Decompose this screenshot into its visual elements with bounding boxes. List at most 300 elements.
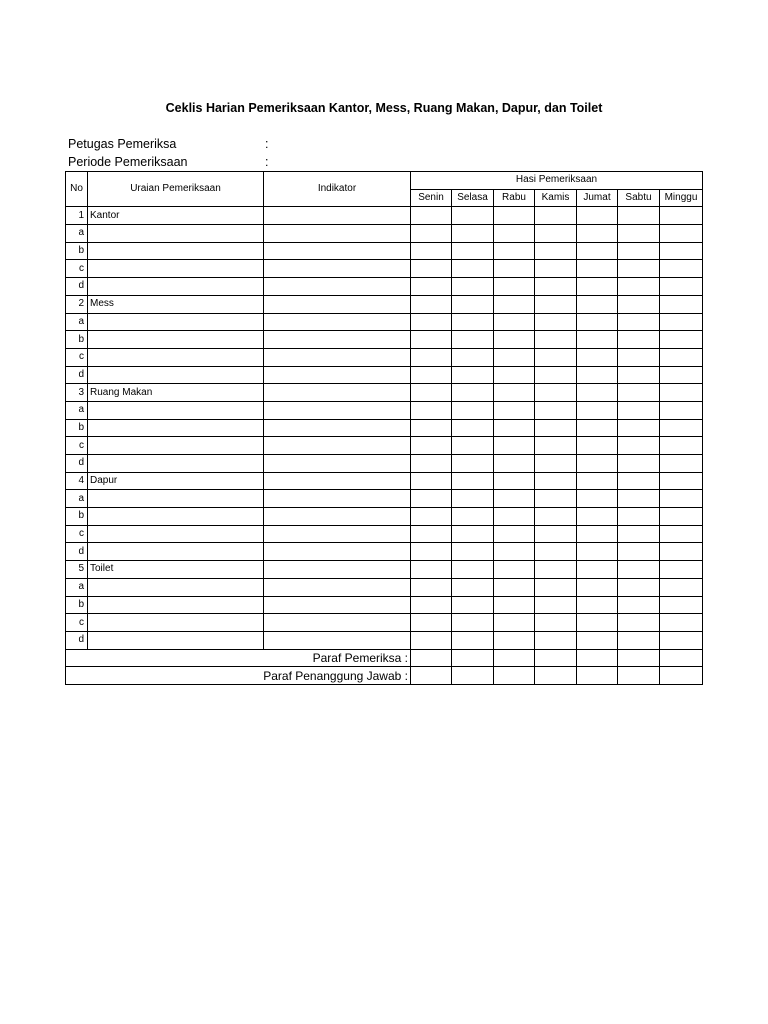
check-cell-paraf-penanggung-jawab-senin[interactable] <box>411 667 452 685</box>
check-cell-paraf-penanggung-jawab-minggu[interactable] <box>660 667 703 685</box>
item-row <box>66 313 703 331</box>
check-cell-paraf-penanggung-jawab-kamis[interactable] <box>535 667 577 685</box>
check-cell-s2i3-minggu[interactable] <box>660 455 703 473</box>
check-cell-s3i2-sabtu[interactable] <box>618 525 660 543</box>
item-row <box>66 260 703 278</box>
check-cell-paraf-pemeriksa-kamis[interactable] <box>535 649 577 667</box>
paraf-penanggung-jawab-label: Paraf Penanggung Jawab : <box>66 667 411 685</box>
section-number: 2 <box>66 295 88 313</box>
check-cell-s1i0-kamis[interactable] <box>535 313 577 331</box>
check-cell-s1i3-selasa[interactable] <box>452 366 494 384</box>
indikator-cell[interactable] <box>264 225 411 243</box>
check-cell-s1-kamis[interactable] <box>535 295 577 313</box>
check-cell-s2-minggu[interactable] <box>660 384 703 402</box>
uraian-cell[interactable] <box>88 631 264 649</box>
item-row <box>66 631 703 649</box>
check-cell-s1i2-kamis[interactable] <box>535 348 577 366</box>
check-cell-s2i1-senin[interactable] <box>411 419 452 437</box>
section-number: 5 <box>66 561 88 579</box>
check-cell-s4i1-sabtu[interactable] <box>618 596 660 614</box>
item-letter: d <box>66 631 88 649</box>
item-row <box>66 225 703 243</box>
check-cell-s0i2-selasa[interactable] <box>452 260 494 278</box>
check-cell-s3i0-jumat[interactable] <box>577 490 618 508</box>
check-cell-s2-kamis[interactable] <box>535 384 577 402</box>
check-cell-s2i1-selasa[interactable] <box>452 419 494 437</box>
check-cell-s1i0-senin[interactable] <box>411 313 452 331</box>
check-cell-s1-jumat[interactable] <box>577 295 618 313</box>
indikator-cell[interactable] <box>264 490 411 508</box>
check-cell-s3i0-sabtu[interactable] <box>618 490 660 508</box>
indikator-cell[interactable] <box>264 313 411 331</box>
item-row <box>66 348 703 366</box>
uraian-cell[interactable] <box>88 278 264 296</box>
check-cell-s2-jumat[interactable] <box>577 384 618 402</box>
check-cell-s4i2-selasa[interactable] <box>452 614 494 632</box>
check-cell-s0i2-senin[interactable] <box>411 260 452 278</box>
item-row <box>66 401 703 419</box>
check-cell-s3i3-jumat[interactable] <box>577 543 618 561</box>
check-cell-s2i3-sabtu[interactable] <box>618 455 660 473</box>
check-cell-s3i3-minggu[interactable] <box>660 543 703 561</box>
item-row <box>66 437 703 455</box>
item-row <box>66 578 703 596</box>
check-cell-s0i1-sabtu[interactable] <box>618 242 660 260</box>
check-cell-s4i2-jumat[interactable] <box>577 614 618 632</box>
check-cell-s4i1-selasa[interactable] <box>452 596 494 614</box>
check-cell-s2i2-selasa[interactable] <box>452 437 494 455</box>
section-label: Dapur <box>88 472 264 490</box>
uraian-cell[interactable] <box>88 348 264 366</box>
periode-field <box>68 155 269 169</box>
check-cell-s0i2-kamis[interactable] <box>535 260 577 278</box>
check-cell-s1-sabtu[interactable] <box>618 295 660 313</box>
check-cell-s4i3-selasa[interactable] <box>452 631 494 649</box>
check-cell-s4i2-kamis[interactable] <box>535 614 577 632</box>
check-cell-s3i0-selasa[interactable] <box>452 490 494 508</box>
check-cell-s0i0-jumat[interactable] <box>577 225 618 243</box>
check-cell-paraf-pemeriksa-rabu[interactable] <box>494 649 535 667</box>
item-letter: b <box>66 596 88 614</box>
check-cell-s2i3-rabu[interactable] <box>494 455 535 473</box>
paraf-penanggung-jawab-row <box>66 667 703 685</box>
check-cell-paraf-pemeriksa-senin[interactable] <box>411 649 452 667</box>
check-cell-s1i2-sabtu[interactable] <box>618 348 660 366</box>
check-cell-s4i0-jumat[interactable] <box>577 578 618 596</box>
check-cell-s1i3-minggu[interactable] <box>660 366 703 384</box>
item-row <box>66 508 703 526</box>
item-letter: d <box>66 278 88 296</box>
check-cell-s2i2-rabu[interactable] <box>494 437 535 455</box>
check-cell-s1i1-selasa[interactable] <box>452 331 494 349</box>
uraian-cell[interactable] <box>88 455 264 473</box>
check-cell-s2i0-kamis[interactable] <box>535 401 577 419</box>
check-cell-s0i3-kamis[interactable] <box>535 278 577 296</box>
uraian-cell[interactable] <box>88 578 264 596</box>
check-cell-s4i3-kamis[interactable] <box>535 631 577 649</box>
uraian-cell[interactable] <box>88 490 264 508</box>
check-cell-s3i2-minggu[interactable] <box>660 525 703 543</box>
periode-colon: : <box>265 155 269 169</box>
check-cell-s1i2-selasa[interactable] <box>452 348 494 366</box>
check-cell-s2i0-rabu[interactable] <box>494 401 535 419</box>
check-cell-s4i1-kamis[interactable] <box>535 596 577 614</box>
check-cell-s0i3-selasa[interactable] <box>452 278 494 296</box>
check-cell-paraf-pemeriksa-minggu[interactable] <box>660 649 703 667</box>
header-day-senin: Senin <box>411 189 452 207</box>
check-cell-paraf-penanggung-jawab-rabu[interactable] <box>494 667 535 685</box>
check-cell-s0-minggu[interactable] <box>660 207 703 225</box>
check-cell-s3i3-senin[interactable] <box>411 543 452 561</box>
check-cell-s0i2-sabtu[interactable] <box>618 260 660 278</box>
check-cell-s0i1-kamis[interactable] <box>535 242 577 260</box>
section-label: Ruang Makan <box>88 384 264 402</box>
check-cell-s1i1-rabu[interactable] <box>494 331 535 349</box>
check-cell-s4-jumat[interactable] <box>577 561 618 579</box>
check-cell-s0-senin[interactable] <box>411 207 452 225</box>
item-row <box>66 331 703 349</box>
check-cell-s0i1-jumat[interactable] <box>577 242 618 260</box>
check-cell-s0-sabtu[interactable] <box>618 207 660 225</box>
section-row <box>66 207 703 225</box>
section-row <box>66 472 703 490</box>
check-cell-s3-senin[interactable] <box>411 472 452 490</box>
check-cell-s4i0-kamis[interactable] <box>535 578 577 596</box>
indikator-cell[interactable] <box>264 401 411 419</box>
item-letter: b <box>66 331 88 349</box>
item-letter: c <box>66 525 88 543</box>
header-day-kamis: Kamis <box>535 189 577 207</box>
check-cell-s2-rabu[interactable] <box>494 384 535 402</box>
header-hasil: Hasi Pemeriksaan <box>411 172 703 190</box>
check-cell-s3i3-rabu[interactable] <box>494 543 535 561</box>
check-cell-s4-minggu[interactable] <box>660 561 703 579</box>
check-cell-s4i0-rabu[interactable] <box>494 578 535 596</box>
item-row <box>66 490 703 508</box>
indikator-cell[interactable] <box>264 631 411 649</box>
check-cell-s2i2-jumat[interactable] <box>577 437 618 455</box>
indikator-cell[interactable] <box>264 596 411 614</box>
item-row <box>66 366 703 384</box>
check-cell-s1i1-kamis[interactable] <box>535 331 577 349</box>
item-letter: c <box>66 348 88 366</box>
indikator-cell[interactable] <box>264 278 411 296</box>
check-cell-s3i1-senin[interactable] <box>411 508 452 526</box>
check-cell-paraf-pemeriksa-jumat[interactable] <box>577 649 618 667</box>
check-cell-s2i3-kamis[interactable] <box>535 455 577 473</box>
header-uraian: Uraian Pemeriksaan <box>88 172 264 207</box>
check-cell-s2i1-jumat[interactable] <box>577 419 618 437</box>
indikator-cell[interactable] <box>264 207 411 225</box>
check-cell-s2i1-minggu[interactable] <box>660 419 703 437</box>
paraf-pemeriksa-row <box>66 649 703 667</box>
check-cell-s0-jumat[interactable] <box>577 207 618 225</box>
check-cell-s0i0-senin[interactable] <box>411 225 452 243</box>
check-cell-s1i2-senin[interactable] <box>411 348 452 366</box>
uraian-cell[interactable] <box>88 331 264 349</box>
uraian-cell[interactable] <box>88 419 264 437</box>
check-cell-s2i3-senin[interactable] <box>411 455 452 473</box>
check-cell-s4i1-minggu[interactable] <box>660 596 703 614</box>
check-cell-s4-rabu[interactable] <box>494 561 535 579</box>
check-cell-s0i0-rabu[interactable] <box>494 225 535 243</box>
check-cell-s0i3-jumat[interactable] <box>577 278 618 296</box>
check-cell-s3-kamis[interactable] <box>535 472 577 490</box>
check-cell-s1i1-senin[interactable] <box>411 331 452 349</box>
check-cell-s3i2-kamis[interactable] <box>535 525 577 543</box>
check-cell-paraf-penanggung-jawab-sabtu[interactable] <box>618 667 660 685</box>
check-cell-s1-rabu[interactable] <box>494 295 535 313</box>
check-cell-s3i2-selasa[interactable] <box>452 525 494 543</box>
check-cell-s1i0-selasa[interactable] <box>452 313 494 331</box>
check-cell-s1-senin[interactable] <box>411 295 452 313</box>
check-cell-s3-selasa[interactable] <box>452 472 494 490</box>
check-cell-paraf-pemeriksa-selasa[interactable] <box>452 649 494 667</box>
uraian-cell[interactable] <box>88 260 264 278</box>
check-cell-s3i0-minggu[interactable] <box>660 490 703 508</box>
petugas-colon: : <box>265 137 269 151</box>
section-number: 1 <box>66 207 88 225</box>
item-row <box>66 596 703 614</box>
periode-label: Periode Pemeriksaan <box>68 155 188 169</box>
check-cell-s1i0-sabtu[interactable] <box>618 313 660 331</box>
check-cell-s2i2-senin[interactable] <box>411 437 452 455</box>
section-label: Toilet <box>88 561 264 579</box>
indikator-cell[interactable] <box>264 295 411 313</box>
check-cell-paraf-penanggung-jawab-selasa[interactable] <box>452 667 494 685</box>
check-cell-s4i1-rabu[interactable] <box>494 596 535 614</box>
check-cell-s2i0-jumat[interactable] <box>577 401 618 419</box>
header-day-rabu: Rabu <box>494 189 535 207</box>
header-row <box>66 172 703 190</box>
check-cell-s4i0-sabtu[interactable] <box>618 578 660 596</box>
check-cell-s4i3-rabu[interactable] <box>494 631 535 649</box>
check-cell-s4i2-sabtu[interactable] <box>618 614 660 632</box>
header-day-selasa: Selasa <box>452 189 494 207</box>
indikator-cell[interactable] <box>264 437 411 455</box>
check-cell-s4i3-senin[interactable] <box>411 631 452 649</box>
uraian-cell[interactable] <box>88 225 264 243</box>
indikator-cell[interactable] <box>264 561 411 579</box>
check-cell-s3i2-jumat[interactable] <box>577 525 618 543</box>
item-letter: c <box>66 437 88 455</box>
uraian-cell[interactable] <box>88 242 264 260</box>
check-cell-s2-senin[interactable] <box>411 384 452 402</box>
item-row <box>66 455 703 473</box>
uraian-cell[interactable] <box>88 437 264 455</box>
item-letter: a <box>66 401 88 419</box>
check-cell-s2i2-sabtu[interactable] <box>618 437 660 455</box>
check-cell-paraf-penanggung-jawab-jumat[interactable] <box>577 667 618 685</box>
item-letter: c <box>66 260 88 278</box>
check-cell-s3-minggu[interactable] <box>660 472 703 490</box>
item-row <box>66 525 703 543</box>
indikator-cell[interactable] <box>264 260 411 278</box>
item-letter: b <box>66 508 88 526</box>
check-cell-s0i3-rabu[interactable] <box>494 278 535 296</box>
indikator-cell[interactable] <box>264 508 411 526</box>
check-cell-s0i3-minggu[interactable] <box>660 278 703 296</box>
check-cell-s0i1-senin[interactable] <box>411 242 452 260</box>
check-cell-s2i2-minggu[interactable] <box>660 437 703 455</box>
check-cell-s4-senin[interactable] <box>411 561 452 579</box>
check-cell-s2i2-kamis[interactable] <box>535 437 577 455</box>
header-no: No <box>66 172 88 207</box>
check-cell-s2-sabtu[interactable] <box>618 384 660 402</box>
check-cell-s3i0-rabu[interactable] <box>494 490 535 508</box>
uraian-cell[interactable] <box>88 543 264 561</box>
check-cell-s2-selasa[interactable] <box>452 384 494 402</box>
item-row <box>66 278 703 296</box>
check-cell-s1-minggu[interactable] <box>660 295 703 313</box>
check-cell-s4i3-minggu[interactable] <box>660 631 703 649</box>
indikator-cell[interactable] <box>264 348 411 366</box>
check-cell-s2i3-jumat[interactable] <box>577 455 618 473</box>
check-cell-s3i1-selasa[interactable] <box>452 508 494 526</box>
check-cell-s0i2-jumat[interactable] <box>577 260 618 278</box>
section-row <box>66 561 703 579</box>
check-cell-s2i3-selasa[interactable] <box>452 455 494 473</box>
check-cell-s0i0-minggu[interactable] <box>660 225 703 243</box>
item-letter: d <box>66 455 88 473</box>
petugas-field <box>68 137 269 151</box>
check-cell-s3i1-minggu[interactable] <box>660 508 703 526</box>
check-cell-s1i1-sabtu[interactable] <box>618 331 660 349</box>
check-cell-paraf-pemeriksa-sabtu[interactable] <box>618 649 660 667</box>
check-cell-s2i1-kamis[interactable] <box>535 419 577 437</box>
indikator-cell[interactable] <box>264 366 411 384</box>
indikator-cell[interactable] <box>264 578 411 596</box>
indikator-cell[interactable] <box>264 242 411 260</box>
item-letter: d <box>66 366 88 384</box>
check-cell-s4i1-senin[interactable] <box>411 596 452 614</box>
indikator-cell[interactable] <box>264 384 411 402</box>
indikator-cell[interactable] <box>264 331 411 349</box>
indikator-cell[interactable] <box>264 472 411 490</box>
section-label: Mess <box>88 295 264 313</box>
check-cell-s1i1-minggu[interactable] <box>660 331 703 349</box>
check-cell-s2i0-selasa[interactable] <box>452 401 494 419</box>
check-cell-s0i2-rabu[interactable] <box>494 260 535 278</box>
check-cell-s2i1-rabu[interactable] <box>494 419 535 437</box>
check-cell-s3i1-kamis[interactable] <box>535 508 577 526</box>
check-cell-s4-selasa[interactable] <box>452 561 494 579</box>
indikator-cell[interactable] <box>264 543 411 561</box>
section-label: Kantor <box>88 207 264 225</box>
header-indikator: Indikator <box>264 172 411 207</box>
header-day-sabtu: Sabtu <box>618 189 660 207</box>
check-cell-s3i3-selasa[interactable] <box>452 543 494 561</box>
check-cell-s3i2-rabu[interactable] <box>494 525 535 543</box>
item-row <box>66 419 703 437</box>
item-letter: a <box>66 578 88 596</box>
check-cell-s1i0-minggu[interactable] <box>660 313 703 331</box>
check-cell-s3i0-kamis[interactable] <box>535 490 577 508</box>
check-cell-s1i3-jumat[interactable] <box>577 366 618 384</box>
indikator-cell[interactable] <box>264 525 411 543</box>
item-letter: d <box>66 543 88 561</box>
check-cell-s2i1-sabtu[interactable] <box>618 419 660 437</box>
item-row <box>66 242 703 260</box>
check-cell-s0i0-selasa[interactable] <box>452 225 494 243</box>
check-cell-s1i0-jumat[interactable] <box>577 313 618 331</box>
check-cell-s3i1-sabtu[interactable] <box>618 508 660 526</box>
check-cell-s3-rabu[interactable] <box>494 472 535 490</box>
check-cell-s0i3-sabtu[interactable] <box>618 278 660 296</box>
check-cell-s3-sabtu[interactable] <box>618 472 660 490</box>
uraian-cell[interactable] <box>88 525 264 543</box>
check-cell-s0-selasa[interactable] <box>452 207 494 225</box>
uraian-cell[interactable] <box>88 508 264 526</box>
indikator-cell[interactable] <box>264 614 411 632</box>
uraian-cell[interactable] <box>88 596 264 614</box>
uraian-cell[interactable] <box>88 313 264 331</box>
check-cell-s4i1-jumat[interactable] <box>577 596 618 614</box>
check-cell-s4i0-senin[interactable] <box>411 578 452 596</box>
section-number: 3 <box>66 384 88 402</box>
check-cell-s4i0-minggu[interactable] <box>660 578 703 596</box>
check-cell-s3i3-kamis[interactable] <box>535 543 577 561</box>
check-cell-s4-sabtu[interactable] <box>618 561 660 579</box>
check-cell-s4i2-minggu[interactable] <box>660 614 703 632</box>
section-row <box>66 295 703 313</box>
check-cell-s3i1-rabu[interactable] <box>494 508 535 526</box>
check-cell-s0i3-senin[interactable] <box>411 278 452 296</box>
check-cell-s0i0-sabtu[interactable] <box>618 225 660 243</box>
uraian-cell[interactable] <box>88 366 264 384</box>
page-title: Ceklis Harian Pemeriksaan Kantor, Mess, Ruang Makan, Dapur, dan Toilet <box>165 101 603 115</box>
check-cell-s1i3-senin[interactable] <box>411 366 452 384</box>
indikator-cell[interactable] <box>264 419 411 437</box>
check-cell-s1-selasa[interactable] <box>452 295 494 313</box>
check-cell-s3i1-jumat[interactable] <box>577 508 618 526</box>
check-cell-s4i2-rabu[interactable] <box>494 614 535 632</box>
check-cell-s0i0-kamis[interactable] <box>535 225 577 243</box>
check-cell-s0i1-minggu[interactable] <box>660 242 703 260</box>
check-cell-s1i2-minggu[interactable] <box>660 348 703 366</box>
uraian-cell[interactable] <box>88 614 264 632</box>
check-cell-s1i2-jumat[interactable] <box>577 348 618 366</box>
check-cell-s0i1-rabu[interactable] <box>494 242 535 260</box>
check-cell-s2i0-senin[interactable] <box>411 401 452 419</box>
check-cell-s3-jumat[interactable] <box>577 472 618 490</box>
check-cell-s0-rabu[interactable] <box>494 207 535 225</box>
check-cell-s4-kamis[interactable] <box>535 561 577 579</box>
check-cell-s0-kamis[interactable] <box>535 207 577 225</box>
check-cell-s1i0-rabu[interactable] <box>494 313 535 331</box>
check-cell-s0i1-selasa[interactable] <box>452 242 494 260</box>
check-cell-s3i0-senin[interactable] <box>411 490 452 508</box>
check-cell-s3i3-sabtu[interactable] <box>618 543 660 561</box>
check-cell-s1i3-kamis[interactable] <box>535 366 577 384</box>
petugas-label: Petugas Pemeriksa <box>68 137 177 151</box>
check-cell-s1i1-jumat[interactable] <box>577 331 618 349</box>
indikator-cell[interactable] <box>264 455 411 473</box>
check-cell-s4i3-sabtu[interactable] <box>618 631 660 649</box>
check-cell-s1i3-rabu[interactable] <box>494 366 535 384</box>
check-cell-s2i0-sabtu[interactable] <box>618 401 660 419</box>
check-cell-s1i2-rabu[interactable] <box>494 348 535 366</box>
check-cell-s4i2-senin[interactable] <box>411 614 452 632</box>
check-cell-s2i0-minggu[interactable] <box>660 401 703 419</box>
uraian-cell[interactable] <box>88 401 264 419</box>
check-cell-s1i3-sabtu[interactable] <box>618 366 660 384</box>
check-cell-s4i3-jumat[interactable] <box>577 631 618 649</box>
item-letter: b <box>66 419 88 437</box>
check-cell-s4i0-selasa[interactable] <box>452 578 494 596</box>
check-cell-s3i2-senin[interactable] <box>411 525 452 543</box>
check-cell-s0i2-minggu[interactable] <box>660 260 703 278</box>
